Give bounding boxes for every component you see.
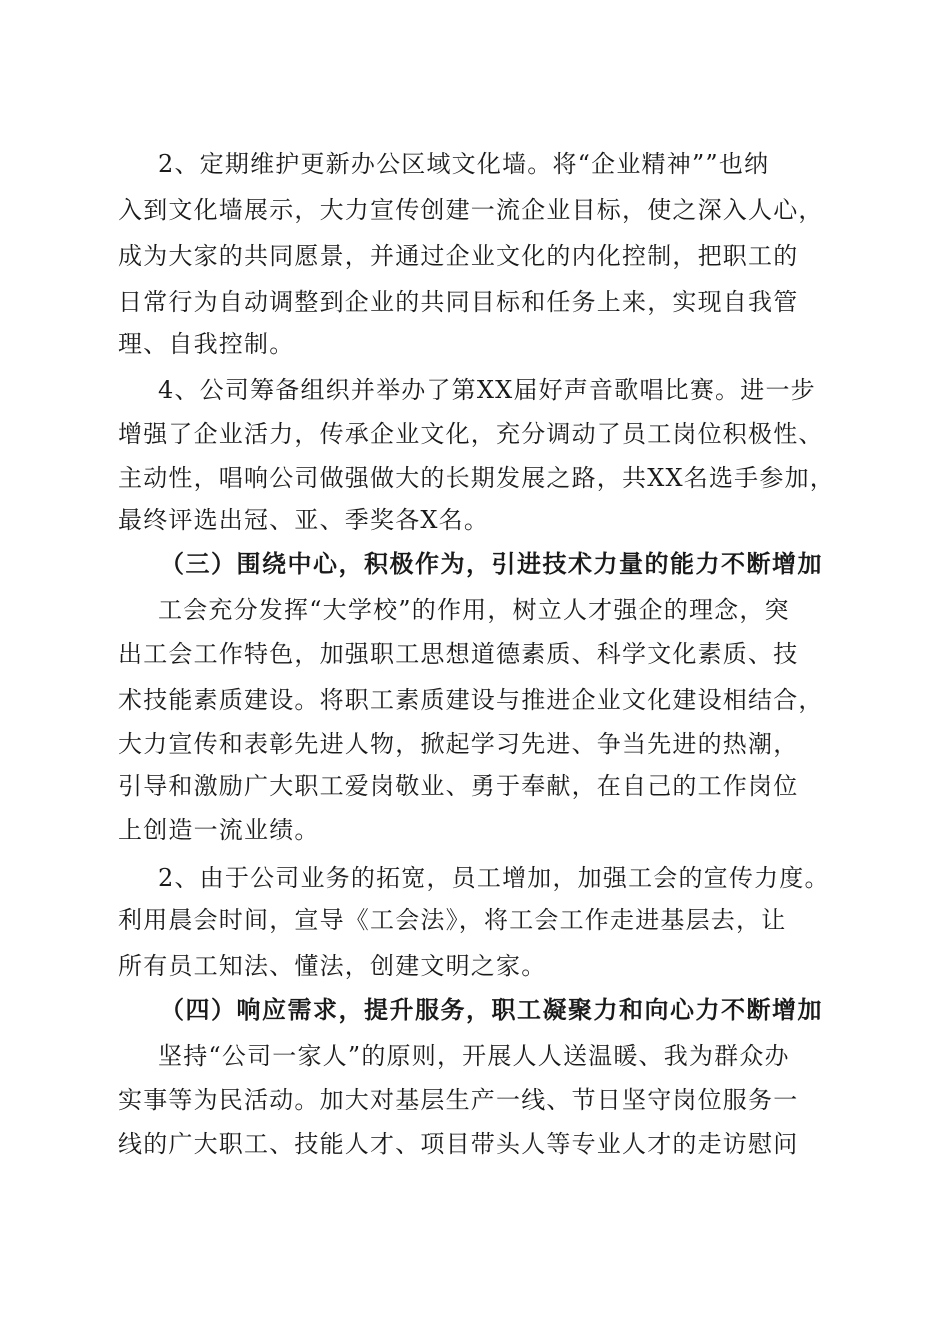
paragraph-line: 最终评选出冠、亚、季奖各X名。: [118, 506, 490, 534]
paragraph-line: 大力宣传和表彰先进人物，掀起学习先进、争当先进的热潮，: [118, 730, 799, 758]
paragraph-line: 日常行为自动调整到企业的共同目标和任务上来，实现自我管: [118, 288, 799, 316]
paragraph-line: 利用晨会时间，宣导《工会法》，将工会工作走进基层去，让: [118, 906, 787, 934]
paragraph-line: 上创造一流业绩。: [118, 816, 320, 844]
paragraph-line: 所有员工知法、懂法，创建文明之家。: [118, 952, 547, 980]
paragraph-line: 引导和激励广大职工爱岗敬业、勇于奉献，在自己的工作岗位: [118, 772, 799, 800]
paragraph-line: 坚持“公司一家人”的原则，开展人人送温暖、我为群众办: [158, 1042, 790, 1070]
paragraph-line: 实事等为民活动。加大对基层生产一线、节日坚守岗位服务一: [118, 1086, 799, 1114]
paragraph-line: 工会充分发挥“大学校”的作用，树立人才强企的理念，突: [158, 596, 790, 624]
paragraph-line: 2、由于公司业务的拓宽，员工增加，加强工会的宣传力度。: [158, 864, 830, 892]
paragraph-line: 入到文化墙展示，大力宣传创建一流企业目标，使之深入人心，: [118, 196, 824, 224]
section-heading: （四）响应需求，提升服务，职工凝聚力和向心力不断增加: [160, 995, 823, 1024]
paragraph-line: 出工会工作特色，加强职工思想道德素质、科学文化素质、技: [118, 640, 799, 668]
paragraph-line: 增强了企业活力，传承企业文化，充分调动了员工岗位积极性、: [118, 420, 824, 448]
paragraph-line: 理、自我控制。: [118, 330, 295, 358]
paragraph-line: 成为大家的共同愿景，并通过企业文化的内化控制，把职工的: [118, 242, 799, 270]
section-heading: （三）围绕中心，积极作为，引进技术力量的能力不断增加: [160, 549, 823, 578]
paragraph-line: 2、定期维护更新办公区域文化墙。将“企业精神””也纳: [158, 150, 770, 178]
paragraph-line: 主动性，唱响公司做强做大的长期发展之路，共XX名选手参加，: [118, 464, 835, 492]
paragraph-line: 4、公司筹备组织并举办了第XX届好声音歌唱比赛。进一步: [158, 376, 816, 404]
paragraph-line: 线的广大职工、技能人才、项目带头人等专业人才的走访慰问: [118, 1130, 799, 1158]
paragraph-line: 术技能素质建设。将职工素质建设与推进企业文化建设相结合，: [118, 686, 824, 714]
